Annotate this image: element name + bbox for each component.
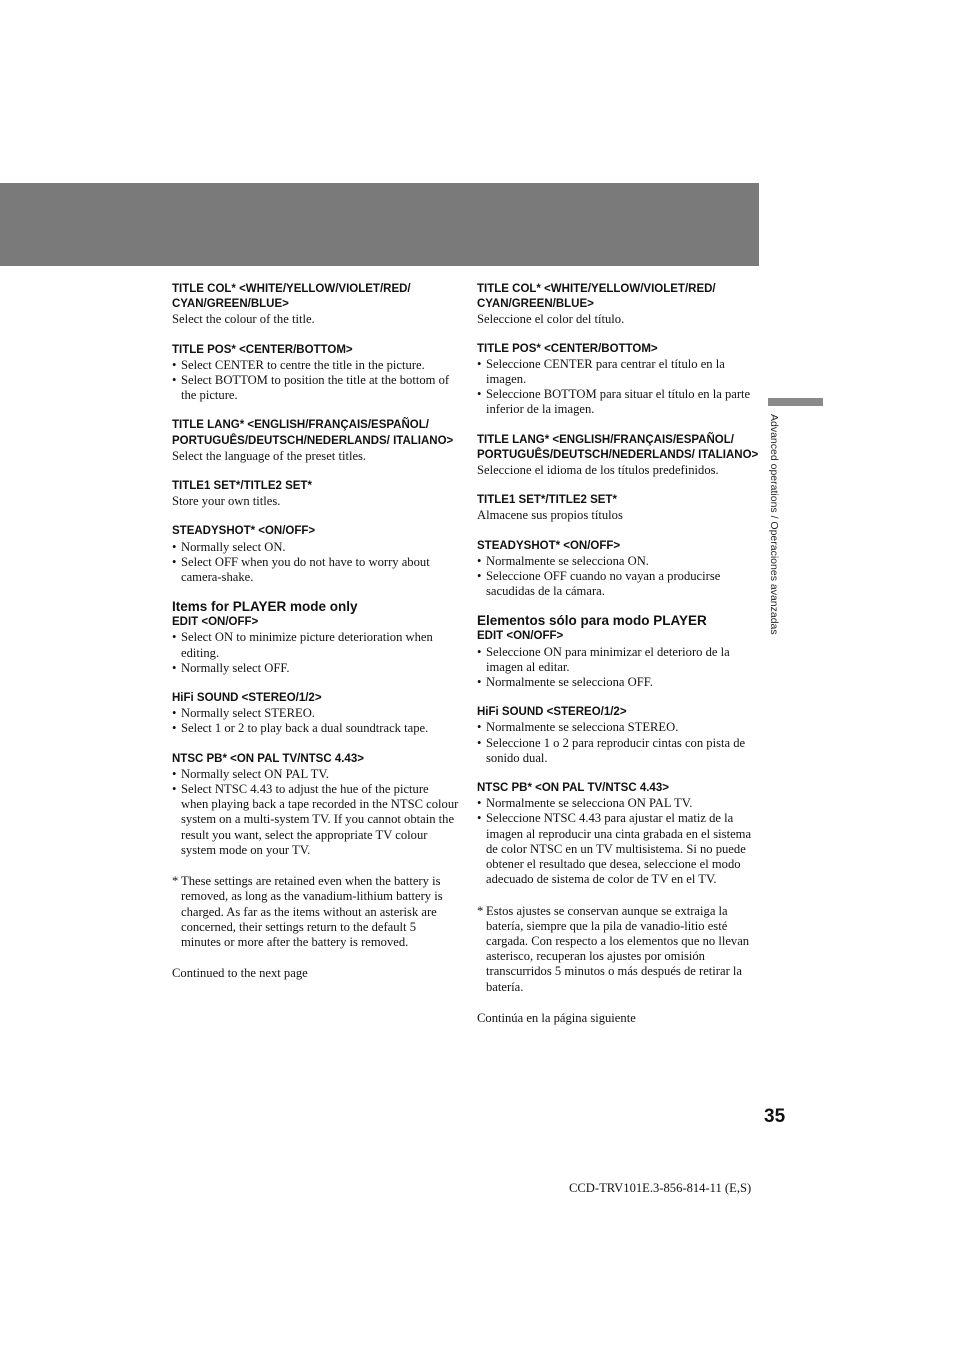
- continued-text: Continued to the next page: [172, 966, 308, 981]
- list-item: • Select 1 or 2 to play back a dual soundtrack tape.: [172, 721, 459, 736]
- list-item: • Select ON to minimize picture deterioration when editing.: [172, 630, 459, 660]
- title-lang-text: Seleccione el idioma de los títulos predefinidos.: [477, 463, 719, 478]
- list-item: • Normally select ON.: [172, 540, 459, 555]
- footnote-mark: *: [477, 903, 484, 918]
- edit-heading: EDIT <ON/OFF>: [172, 616, 259, 629]
- footnote-text: Estos ajustes se conservan aunque se extraiga la batería, siempre que la pila de vanadio-litio esté cargada. Con respecto a los elementos que no llevan asterisco, recuperan los ajustes por omisión transcurridos 5 minutos o más después de retirar la batería.: [486, 903, 750, 994]
- header-banner: [0, 183, 759, 266]
- edit-heading: EDIT <ON/OFF>: [477, 630, 564, 643]
- player-mode-heading: Items for PLAYER mode only: [172, 599, 358, 615]
- steadyshot-heading: STEADYSHOT* <ON/OFF>: [477, 539, 621, 552]
- list-item: • Select CENTER to centre the title in the picture.: [172, 358, 459, 373]
- list-item: • Normally select OFF.: [172, 661, 459, 676]
- list-item: • Seleccione NTSC 4.43 para ajustar el matiz de la imagen al reproducir una cinta grabada en el sistema de color NTSC en un TV multisistema. Si no puede obtener el resultado que desea, seleccione el modo adecuado de sistema de color de TV en el TV.: [477, 811, 763, 887]
- list-item: • Normally select ON PAL TV.: [172, 767, 459, 782]
- list-item: • Seleccione CENTER para centrar el título en la imagen.: [477, 357, 763, 387]
- title-col-text: Seleccione el color del título.: [477, 312, 625, 327]
- ntsc-pb-heading: NTSC PB* <ON PAL TV/NTSC 4.43>: [172, 752, 364, 765]
- edit-list: [172, 630, 459, 676]
- title-set-text: Almacene sus propios títulos: [477, 508, 623, 523]
- title-col-text: Select the colour of the title.: [172, 312, 315, 327]
- list-item: • Normalmente se selecciona OFF.: [477, 675, 763, 690]
- ntsc-pb-list: [477, 796, 763, 887]
- ntsc-pb-list: [172, 767, 459, 858]
- ntsc-pb-heading: NTSC PB* <ON PAL TV/NTSC 4.43>: [477, 782, 669, 795]
- steadyshot-list: [172, 540, 459, 586]
- title-lang-heading: TITLE LANG* <ENGLISH/FRANÇAIS/ESPAÑOL/ PORTUGUÊS/DEUTSCH/NEDERLANDS/ ITALIANO>: [477, 433, 759, 461]
- list-item: • Seleccione OFF cuando no vayan a producirse sacudidas de la cámara.: [477, 569, 763, 599]
- hifi-sound-list: [477, 720, 763, 766]
- page-number: 35: [764, 1106, 786, 1127]
- footnote: [172, 874, 459, 950]
- footnote-text: These settings are retained even when the battery is removed, as long as the vanadium-lithium battery is charged. As far as the items without an asterisk are concerned, their settings return to the default 5 minutes or more after the battery is removed.: [181, 874, 443, 949]
- list-item: • Normalmente se selecciona ON.: [477, 554, 763, 569]
- title-col-heading: TITLE COL* <WHITE/YELLOW/VIOLET/RED/ CYAN/GREEN/BLUE>: [477, 283, 716, 311]
- title-col-heading: TITLE COL* <WHITE/YELLOW/VIOLET/RED/ CYAN/GREEN/BLUE>: [172, 283, 411, 311]
- title-set-heading: TITLE1 SET*/TITLE2 SET*: [172, 480, 312, 493]
- list-item: • Normalmente se selecciona ON PAL TV.: [477, 796, 763, 811]
- list-item: • Select OFF when you do not have to worry about camera-shake.: [172, 555, 459, 585]
- side-tab-bar: [768, 398, 823, 406]
- player-mode-heading: Elementos sólo para modo PLAYER: [477, 613, 707, 629]
- title-pos-heading: TITLE POS* <CENTER/BOTTOM>: [172, 343, 353, 356]
- list-item: • Normalmente se selecciona STEREO.: [477, 720, 763, 735]
- side-tab-label: Advanced operations / Operaciones avanzadas: [768, 414, 780, 635]
- hifi-sound-heading: HiFi SOUND <STEREO/1/2>: [477, 706, 627, 719]
- footer-code: CCD-TRV101E.3-856-814-11 (E,S): [569, 1181, 752, 1195]
- title-lang-heading: TITLE LANG* <ENGLISH/FRANÇAIS/ESPAÑOL/ PORTUGUÊS/DEUTSCH/NEDERLANDS/ ITALIANO>: [172, 419, 454, 447]
- title-lang-text: Select the language of the preset titles.: [172, 448, 367, 463]
- list-item: • Select NTSC 4.43 to adjust the hue of the picture when playing back a tape recorded in the NTSC colour system on a multi-system TV. If you cannot obtain the result you want, select the appropriate TV colour system mode on your TV.: [172, 782, 459, 858]
- title-pos-list: [172, 358, 459, 404]
- title-set-text: Store your own titles.: [172, 494, 281, 509]
- list-item: • Seleccione 1 o 2 para reproducir cintas con pista de sonido dual.: [477, 736, 763, 766]
- title-set-heading: TITLE1 SET*/TITLE2 SET*: [477, 494, 617, 507]
- hifi-sound-list: [172, 706, 459, 736]
- list-item: • Seleccione BOTTOM para situar el título en la parte inferior de la imagen.: [477, 387, 763, 417]
- title-pos-heading: TITLE POS* <CENTER/BOTTOM>: [477, 342, 658, 355]
- steadyshot-heading: STEADYSHOT* <ON/OFF>: [172, 525, 316, 538]
- list-item: • Normally select STEREO.: [172, 706, 459, 721]
- footnote-mark: *: [172, 874, 179, 889]
- spanish-column: [477, 282, 763, 1026]
- hifi-sound-heading: HiFi SOUND <STEREO/1/2>: [172, 692, 322, 705]
- edit-list: [477, 645, 763, 691]
- list-item: • Select BOTTOM to position the title at the bottom of the picture.: [172, 373, 459, 403]
- list-item: • Seleccione ON para minimizar el deterioro de la imagen al editar.: [477, 645, 763, 675]
- title-pos-list: [477, 357, 763, 418]
- footnote: [477, 904, 763, 995]
- english-column: [172, 282, 459, 981]
- steadyshot-list: [477, 554, 763, 600]
- continued-text: Continúa en la página siguiente: [477, 1010, 636, 1025]
